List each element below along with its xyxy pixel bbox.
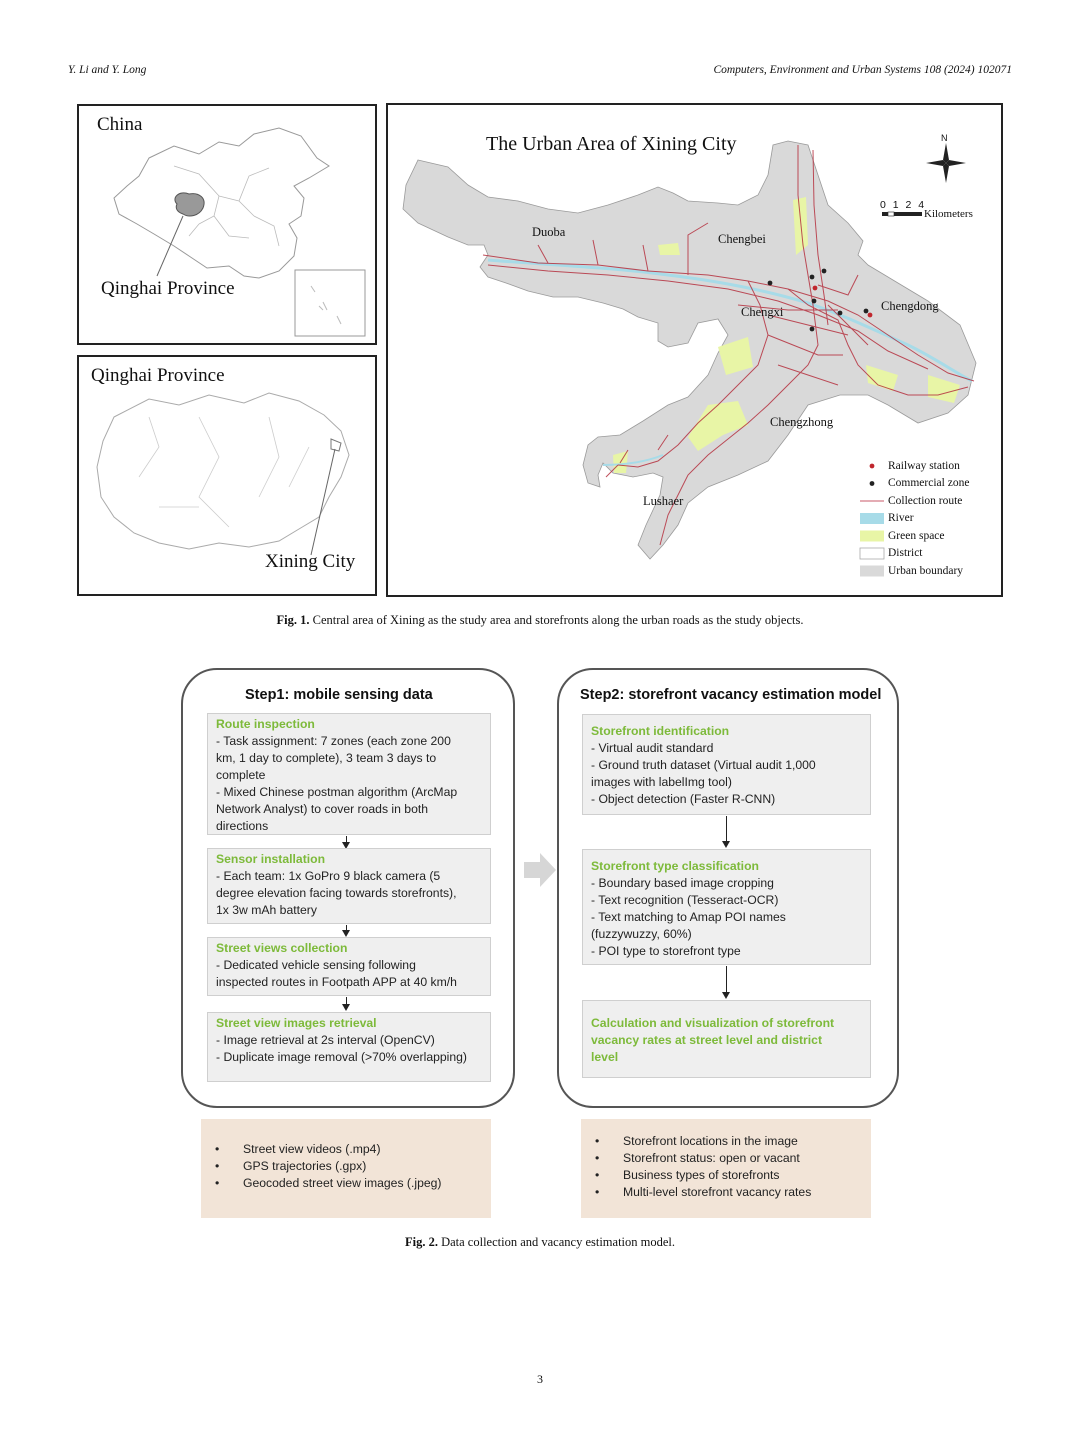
- figure2-caption-text: Data collection and vacancy estimation model.: [441, 1235, 676, 1249]
- running-header-journal: Computers, Environment and Urban Systems 108 (2024) 102071: [713, 64, 1012, 76]
- qinghai-panel-title: Qinghai Province: [91, 365, 225, 386]
- arrow-down-icon: [346, 836, 347, 843]
- qinghai-inset-panel: [77, 355, 377, 596]
- china-inset-panel: [77, 104, 377, 345]
- legend-item-urban-boundary: Urban boundary: [888, 564, 964, 577]
- xining-urban-map-panel: [386, 103, 1003, 597]
- legend-item-railway-station: Railway station: [888, 459, 960, 472]
- output-item: • Storefront status: open or vacant: [581, 1150, 871, 1167]
- place-chengdong: Chengdong: [881, 299, 939, 313]
- card-storefront-identification: Storefront identification - Virtual audit standard - Ground truth dataset (Virtual audit 1,000 images with labelImg tool) - Object detection (Faster R-CNN): [582, 714, 871, 815]
- place-chengzhong: Chengzhong: [770, 415, 834, 429]
- page-number: 3: [537, 1372, 543, 1386]
- figure2-caption: [0, 1235, 1080, 1250]
- qinghai-highlight: [175, 193, 204, 216]
- arrow-down-icon: [346, 997, 347, 1005]
- scale-unit: Kilometers: [924, 208, 973, 220]
- north-label: N: [941, 133, 948, 143]
- figure1-caption: [0, 613, 1080, 628]
- arrow-down-icon: [346, 925, 347, 931]
- scale-numbers: 0 1 2 4: [880, 199, 927, 211]
- output-item: • Multi-level storefront vacancy rates: [581, 1184, 871, 1201]
- legend-item-collection-route: Collection route: [888, 494, 963, 507]
- arrow-right-icon: [524, 853, 556, 887]
- arrow-down-icon: [726, 816, 727, 842]
- figure1-caption-text: Central area of Xining as the study area and storefronts along the urban roads as the study objects.: [312, 613, 804, 627]
- map-legend: [858, 457, 969, 580]
- card-street-views-collection: Street views collection - Dedicated vehicle sensing following inspected routes in Footpath APP at 40 km/h: [207, 937, 491, 996]
- china-outline-map: [79, 106, 375, 343]
- output-item: • GPS trajectories (.gpx): [201, 1158, 491, 1175]
- place-lushaer: Lushaer: [643, 494, 684, 508]
- figure2-caption-label: Fig. 2.: [404, 1235, 438, 1249]
- xining-city-label: Xining City: [265, 551, 356, 572]
- main-map-title: The Urban Area of Xining City: [486, 133, 737, 155]
- legend-item-district: District: [888, 547, 923, 560]
- step2-outputs-box: [581, 1119, 871, 1218]
- running-header-authors: Y. Li and Y. Long: [68, 64, 147, 76]
- scale-bar: [882, 212, 922, 216]
- card-calculation-visualization: Calculation and visualization of storefront vacancy rates at street level and district level: [582, 1000, 871, 1078]
- output-item: • Storefront locations in the image: [581, 1133, 871, 1150]
- figure1-caption-label: Fig. 1.: [276, 613, 310, 627]
- arrow-down-icon: [726, 966, 727, 993]
- card-sensor-installation: Sensor installation - Each team: 1x GoPro 9 black camera (5 degree elevation facing towards storefronts), 1x 3w mAh battery: [207, 848, 491, 924]
- china-panel-title: China: [97, 114, 143, 135]
- legend-item-green-space: Green space: [888, 529, 945, 542]
- qinghai-province-label: Qinghai Province: [101, 278, 235, 299]
- place-duoba: Duoba: [532, 225, 566, 239]
- north-arrow-icon: [926, 143, 966, 183]
- output-item: • Geocoded street view images (.jpeg): [201, 1175, 491, 1192]
- place-chengbei: Chengbei: [718, 232, 766, 246]
- step1-outputs-box: [201, 1119, 491, 1218]
- step1-title: Step1: mobile sensing data: [245, 687, 433, 703]
- card-route-inspection: Route inspection - Task assignment: 7 zones (each zone 200 km, 1 day to complete), 3 team 3 days to complete - Mixed Chinese postman algorithm (ArcMap Network Analyst) to cover roads in both directions: [207, 713, 491, 835]
- step2-title: Step2: storefront vacancy estimation model: [580, 687, 882, 703]
- output-item: • Business types of storefronts: [581, 1167, 871, 1184]
- card-street-view-images-retrieval: Street view images retrieval - Image retrieval at 2s interval (OpenCV) - Duplicate image removal (>70% overlapping): [207, 1012, 491, 1082]
- legend-item-river: River: [888, 512, 914, 525]
- card-storefront-type-classification: Storefront type classification - Boundary based image cropping - Text recognition (Tesseract-OCR) - Text matching to Amap POI names (fuzzywuzzy, 60%) - POI type to storefront type: [582, 849, 871, 965]
- legend-item-commercial-zone: Commercial zone: [888, 477, 970, 490]
- output-item: • Street view videos (.mp4): [201, 1141, 491, 1158]
- place-chengxi: Chengxi: [741, 305, 784, 319]
